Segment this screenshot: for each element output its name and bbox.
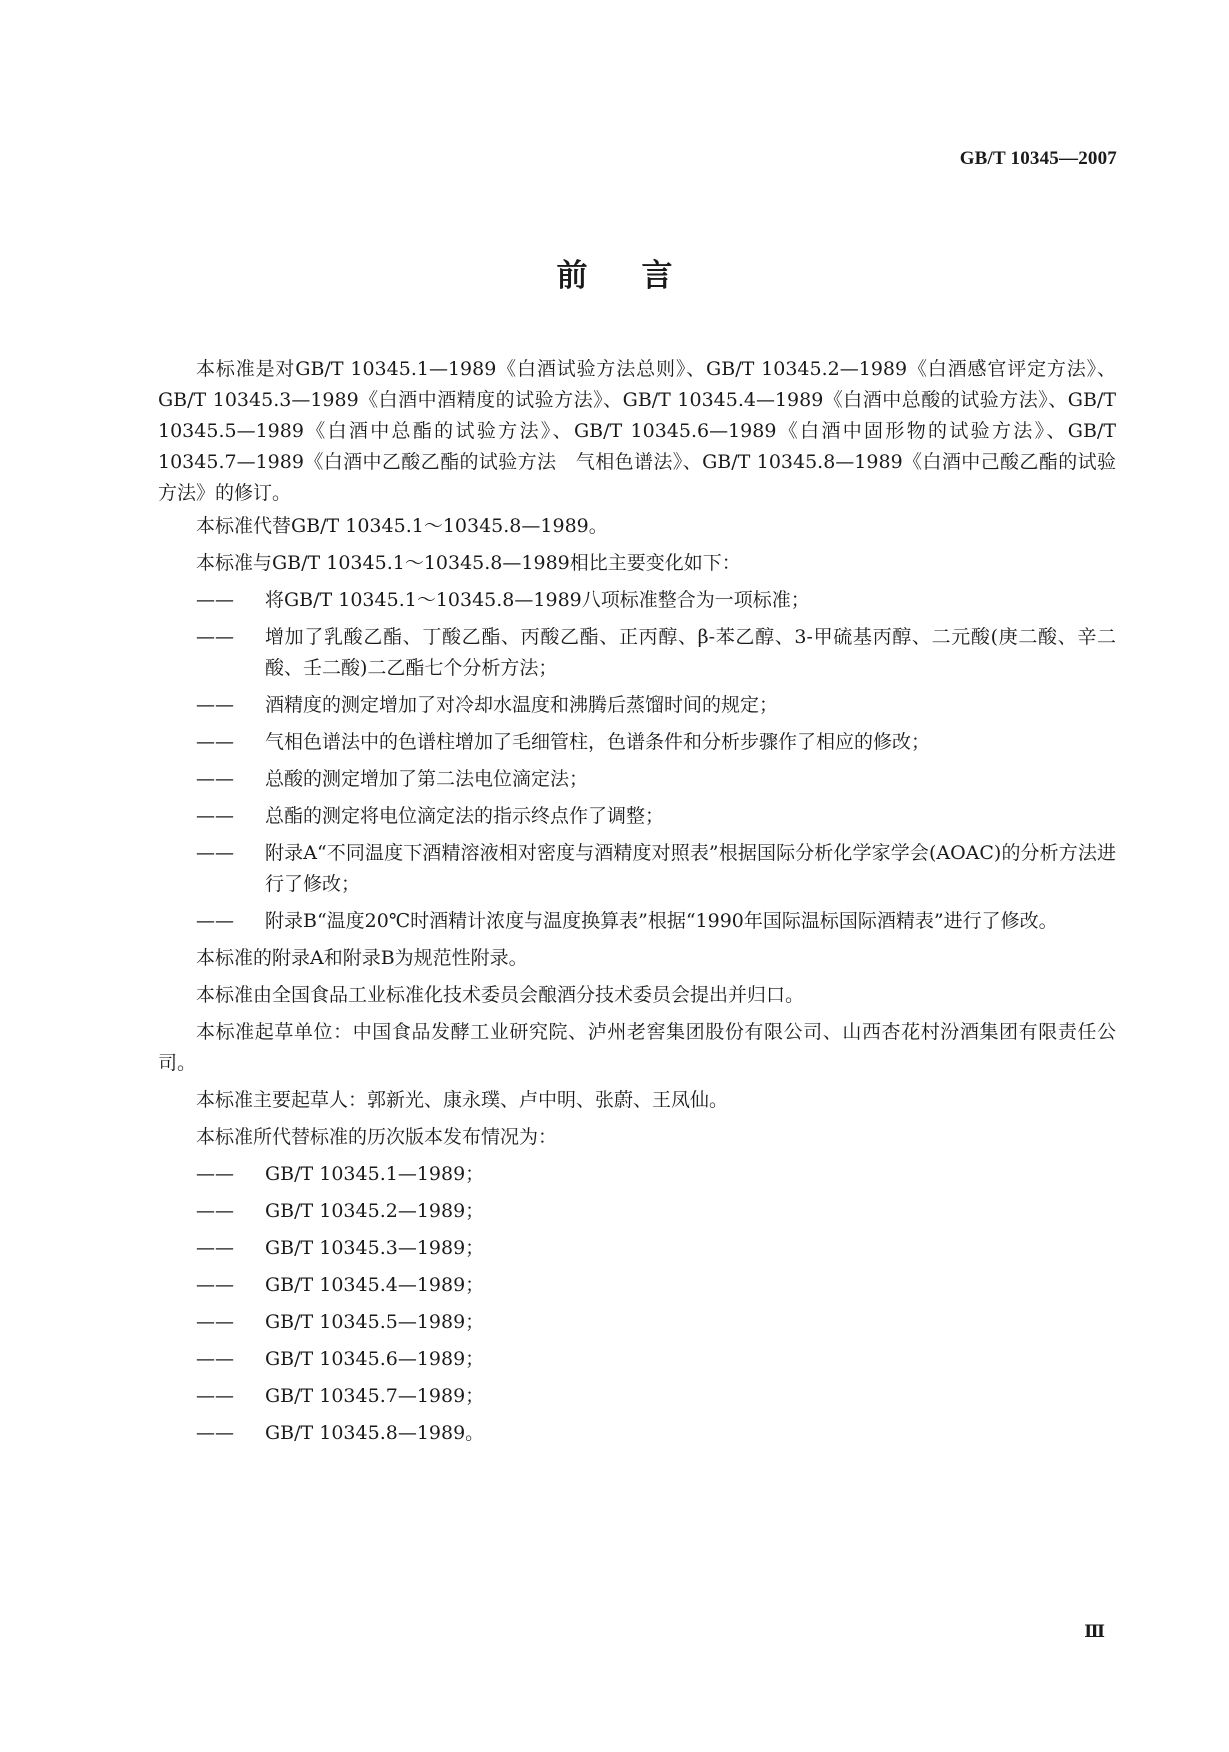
dash-mark: —— <box>196 842 234 864</box>
paragraph-replaces: 本标准代替GB/T 10345.1～10345.8—1989。 <box>196 515 608 537</box>
dash-mark: —— <box>196 1385 234 1407</box>
list-item <box>196 1270 1116 1301</box>
page-title: 前言 <box>556 258 727 294</box>
document-code: GB/T 10345—2007 <box>959 148 1117 169</box>
dash-mark: —— <box>196 1274 234 1296</box>
dash-mark: —— <box>196 1348 234 1370</box>
paragraph-drafting-units: 本标准起草单位：中国食品发酵工业研究院、泸州老窖集团股份有限公司、山西杏花村汾酒集团有限责任公司。 <box>158 1021 1116 1074</box>
list-item <box>196 906 1116 937</box>
paragraph-appendix: 本标准的附录A和附录B为规范性附录。 <box>196 947 528 969</box>
list-item-text: 增加了乳酸乙酯、丁酸乙酯、丙酸乙酯、正丙醇、β-苯乙醇、3-甲硫基丙醇、二元酸(庚二酸、辛二酸、壬二酸)二乙酯七个分析方法； <box>265 626 1116 679</box>
list-item-text: GB/T 10345.1—1989； <box>265 1163 485 1185</box>
dash-mark: —— <box>196 768 234 790</box>
list-item <box>196 838 1116 900</box>
dash-mark: —— <box>196 731 234 753</box>
list-item-text: 附录B“温度20℃时酒精计浓度与温度换算表”根据“1990年国际温标国际酒精表”进行了修改。 <box>265 910 1058 932</box>
dash-mark: —— <box>196 1311 234 1333</box>
list-item-text: 酒精度的测定增加了对冷却水温度和沸腾后蒸馏时间的规定； <box>265 694 779 716</box>
paragraph-history-intro: 本标准所代替标准的历次版本发布情况为： <box>196 1126 558 1148</box>
dash-mark: —— <box>196 1237 234 1259</box>
list-item-text: GB/T 10345.8—1989。 <box>265 1422 485 1444</box>
list-item-text: GB/T 10345.2—1989； <box>265 1200 485 1222</box>
list-item <box>196 1344 1116 1375</box>
paragraph-drafters: 本标准主要起草人：郭新光、康永璞、卢中明、张蔚、王凤仙。 <box>196 1089 729 1111</box>
list-item-text: GB/T 10345.4—1989； <box>265 1274 485 1296</box>
list-item <box>196 764 1116 795</box>
list-item <box>196 585 1116 616</box>
page-number: Ⅲ <box>1084 1622 1105 1642</box>
list-item-text: GB/T 10345.6—1989； <box>265 1348 485 1370</box>
dash-mark: —— <box>196 1163 234 1185</box>
history-list <box>158 1159 1116 1449</box>
list-item <box>196 1159 1116 1190</box>
list-item <box>196 1381 1116 1412</box>
foreword-body <box>158 354 1116 1455</box>
dash-mark: —— <box>196 626 234 648</box>
list-item <box>196 622 1116 684</box>
changes-list <box>158 585 1116 937</box>
list-item <box>196 1233 1116 1264</box>
list-item-text: 总酯的测定将电位滴定法的指示终点作了调整； <box>265 805 665 827</box>
dash-mark: —— <box>196 1200 234 1222</box>
list-item-text: GB/T 10345.7—1989； <box>265 1385 485 1407</box>
paragraph-revision-scope: 本标准是对GB/T 10345.1—1989《白酒试验方法总则》、GB/T 10345.2—1989《白酒感官评定方法》、GB/T 10345.3—1989《白酒中酒精度的试验方法》、GB/T 10345.4—1989《白酒中总酸的试验方法》、GB/T 10345.5—1989《白酒中总酯的试验方法》、GB/T 10345.6—1989《白酒中固形物的试验方法》、GB/T 10345.7—1989《白酒中乙酸乙酯的试验方法 气相色谱法》、GB/T 10345.8—1989《白酒中己酸乙酯的试验方法》的修订。 <box>158 358 1116 504</box>
dash-mark: —— <box>196 805 234 827</box>
list-item-text: 总酸的测定增加了第二法电位滴定法； <box>265 768 589 790</box>
dash-mark: —— <box>196 694 234 716</box>
dash-mark: —— <box>196 910 234 932</box>
list-item-text: GB/T 10345.5—1989； <box>265 1311 485 1333</box>
list-item <box>196 1418 1116 1449</box>
list-item <box>196 801 1116 832</box>
list-item-text: 将GB/T 10345.1～10345.8—1989八项标准整合为一项标准； <box>265 589 810 611</box>
list-item <box>196 727 1116 758</box>
list-item-text: 附录A“不同温度下酒精溶液相对密度与酒精度对照表”根据国际分析化学家学会(AOAC)的分析方法进行了修改； <box>265 842 1116 895</box>
list-item <box>196 1307 1116 1338</box>
list-item <box>196 690 1116 721</box>
dash-mark: —— <box>196 589 234 611</box>
list-item-text: 气相色谱法中的色谱柱增加了毛细管柱，色谱条件和分析步骤作了相应的修改； <box>265 731 931 753</box>
dash-mark: —— <box>196 1422 234 1444</box>
paragraph-proposer: 本标准由全国食品工业标准化技术委员会酿酒分技术委员会提出并归口。 <box>196 984 805 1006</box>
list-item-text: GB/T 10345.3—1989； <box>265 1237 485 1259</box>
list-item <box>196 1196 1116 1227</box>
paragraph-main-changes: 本标准与GB/T 10345.1～10345.8—1989相比主要变化如下： <box>196 552 741 574</box>
